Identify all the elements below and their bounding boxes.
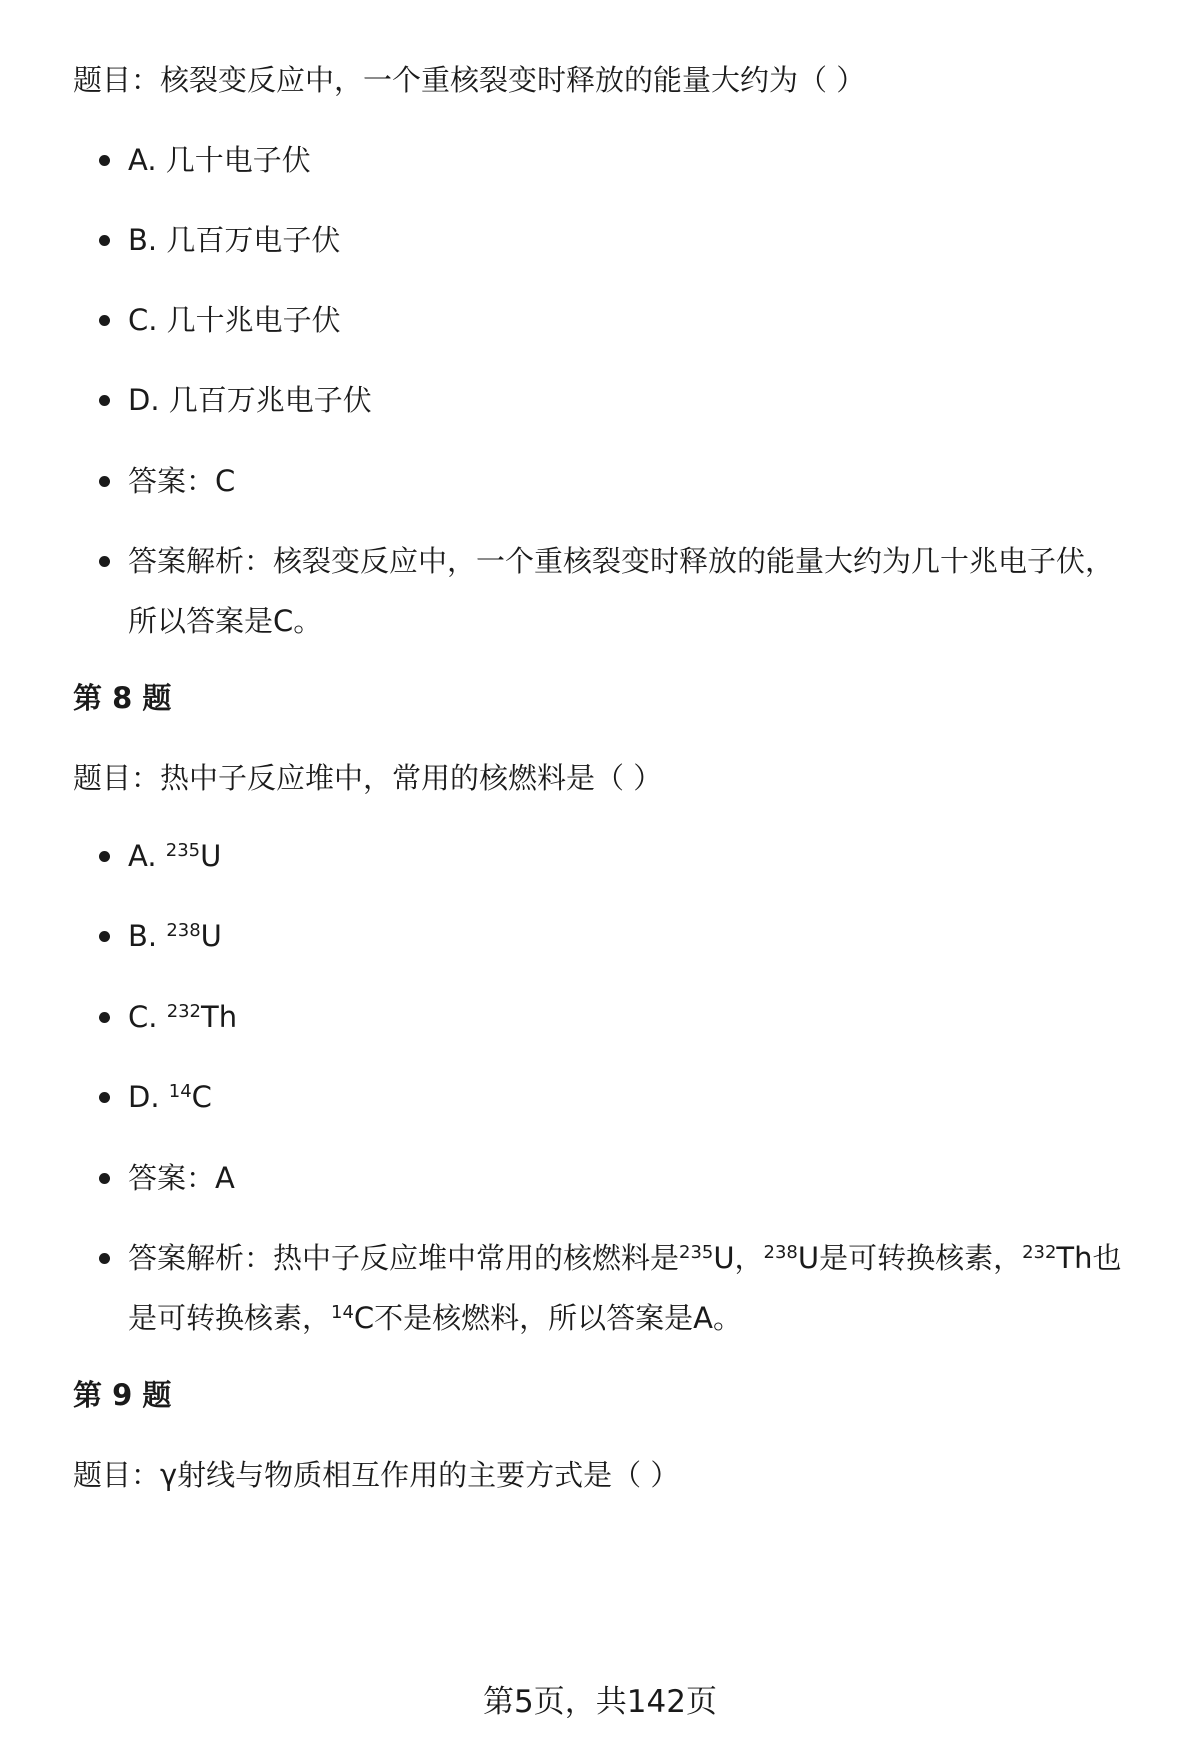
isotope-mass-number: 14: [331, 1302, 354, 1324]
option-prefix: D.: [128, 1080, 169, 1114]
analysis-line-2: 所以答案是C。: [128, 604, 323, 638]
question-7-option-d: [128, 370, 1158, 430]
option-text: C. 几十兆电子伏: [128, 303, 341, 337]
bullet-icon: [99, 1173, 110, 1184]
option-text: A. 几十电子伏: [128, 143, 311, 177]
question-8-heading: 第 8 题: [73, 681, 172, 715]
question-7-option-a: [128, 130, 1158, 190]
bullet-icon: [99, 155, 110, 166]
isotope-mass-number: 232: [1022, 1242, 1057, 1264]
bullet-icon: [99, 315, 110, 326]
question-8-option-b: [128, 906, 1158, 966]
question-8-option-c: [128, 987, 1158, 1047]
isotope-mass-number: 238: [166, 920, 201, 942]
analysis-text: C不是核燃料，所以答案是A。: [353, 1301, 742, 1335]
question-8-option-a: [128, 826, 1158, 886]
option-prefix: B.: [128, 919, 167, 953]
question-9-heading: 第 9 题: [73, 1378, 172, 1412]
analysis-text: U是可转换核素，: [797, 1241, 1023, 1275]
option-text: D. 几百万兆电子伏: [128, 383, 372, 417]
bullet-icon: [99, 931, 110, 942]
question-7-stem: 题目：核裂变反应中，一个重核裂变时释放的能量大约为（ ）: [73, 63, 866, 97]
analysis-text: 是可转换核素，: [128, 1301, 332, 1335]
bullet-icon: [99, 556, 110, 567]
option-prefix: A.: [128, 839, 166, 873]
bullet-icon: [99, 395, 110, 406]
question-9-stem: 题目：γ射线与物质相互作用的主要方式是（ ）: [73, 1458, 680, 1492]
question-7-analysis: [128, 531, 1158, 651]
isotope-mass-number: 235: [165, 840, 201, 862]
analysis-text: Th也: [1056, 1241, 1122, 1275]
analysis-text: 答案解析：热中子反应堆中常用的核燃料是: [128, 1241, 680, 1275]
question-8-option-d: [128, 1067, 1158, 1127]
isotope-mass-number: 238: [763, 1242, 798, 1264]
answer-text: 答案：A: [128, 1161, 235, 1195]
isotope-symbol: C: [191, 1080, 212, 1114]
isotope-symbol: U: [200, 919, 222, 953]
question-8-answer: [128, 1148, 1158, 1208]
question-7-option-c: [128, 290, 1158, 350]
analysis-line-1: 答案解析：核裂变反应中，一个重核裂变时释放的能量大约为几十兆电子伏，: [128, 544, 1115, 578]
analysis-text: U，: [713, 1241, 764, 1275]
bullet-icon: [99, 1253, 110, 1264]
isotope-mass-number: 14: [168, 1081, 192, 1103]
option-prefix: C.: [128, 1000, 167, 1034]
option-text: B. 几百万电子伏: [128, 223, 341, 257]
isotope-mass-number: 232: [166, 1001, 201, 1023]
bullet-icon: [99, 1012, 110, 1023]
answer-text: 答案：C: [128, 464, 236, 498]
question-7-option-b: [128, 210, 1158, 270]
isotope-symbol: Th: [200, 1000, 238, 1034]
bullet-icon: [99, 235, 110, 246]
bullet-icon: [99, 1092, 110, 1103]
bullet-icon: [99, 851, 110, 862]
isotope-mass-number: 235: [679, 1242, 714, 1264]
question-8-analysis: [128, 1228, 1158, 1348]
question-8-stem: 题目：热中子反应堆中，常用的核燃料是（ ）: [73, 761, 663, 795]
isotope-symbol: U: [200, 839, 222, 873]
page-number-footer: 第5页，共142页: [483, 1684, 717, 1720]
question-7-answer: [128, 451, 1158, 511]
bullet-icon: [99, 476, 110, 487]
